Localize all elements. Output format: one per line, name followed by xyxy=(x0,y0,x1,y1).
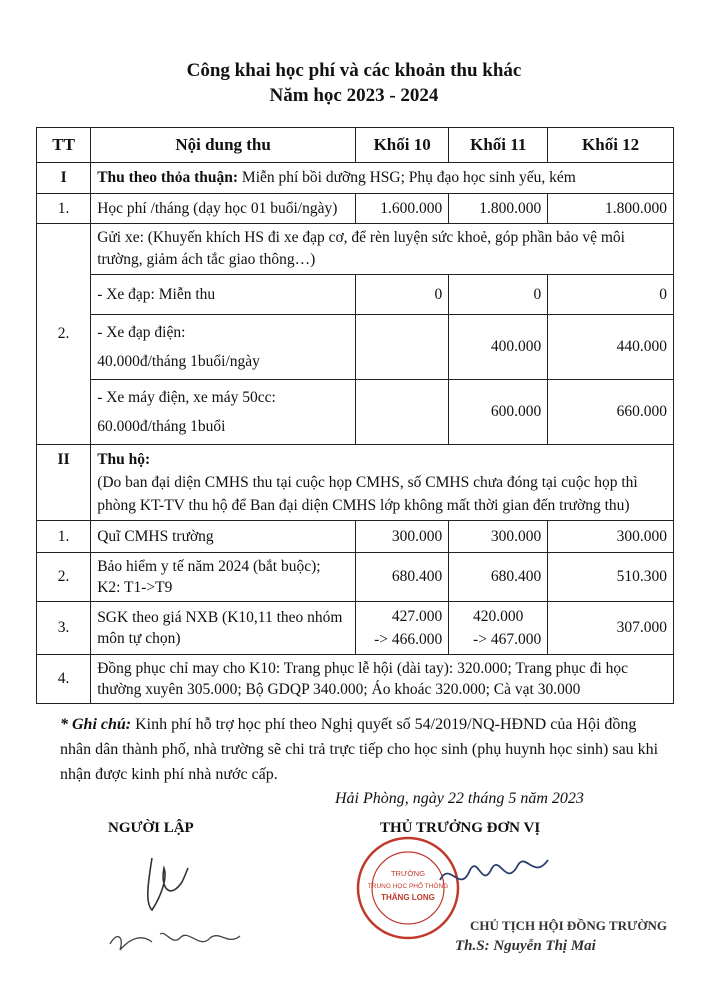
value-k10-old: 427.000 xyxy=(391,608,443,625)
fee-table xyxy=(36,127,674,704)
value-k12: 300.000 xyxy=(548,521,674,553)
table-row xyxy=(37,553,674,602)
row-number: 1. xyxy=(37,194,91,224)
section-label xyxy=(91,163,674,194)
value-k10 xyxy=(356,602,449,655)
table-row xyxy=(37,380,674,445)
value-k12: 510.300 xyxy=(548,553,674,602)
table-row xyxy=(37,224,674,275)
place-date: Hải Phòng, ngày 22 tháng 5 năm 2023 xyxy=(335,790,584,807)
value-k11 xyxy=(449,602,548,655)
row-label: - Xe đạp: Miễn thu xyxy=(91,275,356,315)
table-row xyxy=(37,655,674,704)
footnote-label: * Ghi chú: xyxy=(60,716,132,733)
section-row xyxy=(37,445,674,521)
table-row xyxy=(37,194,674,224)
section-label-bold: Thu theo thỏa thuận: xyxy=(97,169,239,186)
section-number: I xyxy=(37,163,91,194)
table-row xyxy=(37,521,674,553)
row-label: Quĩ CMHS trường xyxy=(91,521,356,553)
document-title: Công khai học phí và các khoản thu khác xyxy=(186,60,522,81)
signer-name: Th.S: Nguyễn Thị Mai xyxy=(455,938,596,954)
svg-text:TRƯỜNG: TRƯỜNG xyxy=(390,869,426,878)
value-k12: 660.000 xyxy=(548,380,674,445)
value-k10: 1.600.000 xyxy=(356,194,449,224)
preparer-signature xyxy=(90,838,290,978)
value-k12: 1.800.000 xyxy=(548,194,674,224)
table-row xyxy=(37,315,674,380)
row-number: 3. xyxy=(37,602,91,655)
section-number: II xyxy=(37,445,91,521)
section-label xyxy=(91,445,674,521)
col-header-k12: Khối 12 xyxy=(548,128,674,163)
row-label-line2: 40.000đ/tháng 1buổi/ngày xyxy=(97,353,260,370)
row-label: Gửi xe: (Khuyến khích HS đi xe đạp cơ, để rèn luyện sức khoẻ, góp phần bảo vệ môi trường, giảm ách tắc giao thông…) xyxy=(91,224,674,275)
row-number: 1. xyxy=(37,521,91,553)
value-k11: 0 xyxy=(449,275,548,315)
value-k11: 1.800.000 xyxy=(449,194,548,224)
value-k11: 680.400 xyxy=(449,553,548,602)
row-label: Học phí /tháng (dạy học 01 buổi/ngày) xyxy=(91,194,356,224)
value-k10: 0 xyxy=(356,275,449,315)
head-title: THỦ TRƯỞNG ĐƠN VỊ xyxy=(380,820,541,836)
section-row xyxy=(37,163,674,194)
signer-role: CHỦ TỊCH HỘI ĐỒNG TRƯỜNG xyxy=(470,918,667,933)
row-number: 2. xyxy=(37,224,91,445)
value-k11: 600.000 xyxy=(449,380,548,445)
value-k12: 440.000 xyxy=(548,315,674,380)
col-header-k10: Khối 10 xyxy=(356,128,449,163)
value-k10-new: -> 466.000 xyxy=(374,631,443,648)
head-signature xyxy=(430,840,570,910)
row-number: 2. xyxy=(37,553,91,602)
value-k12: 0 xyxy=(548,275,674,315)
value-k11: 400.000 xyxy=(449,315,548,380)
row-label xyxy=(91,553,356,602)
col-header-content: Nội dung thu xyxy=(91,128,356,163)
value-k11-new: -> 467.000 xyxy=(473,631,542,648)
row-label: SGK theo giá NXB (K10,11 theo nhóm môn tự chọn) xyxy=(91,602,356,655)
section-label-bold: Thu hộ: xyxy=(97,451,151,468)
row-label-line1: Bảo hiểm y tế năm 2024 (bắt buộc); xyxy=(97,558,321,575)
svg-text:TRUNG HỌC PHỔ THÔNG: TRUNG HỌC PHỔ THÔNG xyxy=(367,883,449,890)
value-k10 xyxy=(356,315,449,380)
row-label-line2: 60.000đ/tháng 1buổi xyxy=(97,418,226,435)
footnote-text: Kinh phí hỗ trợ học phí theo Nghị quyết số 54/2019/NQ-HĐND của Hội đồng nhân dân thành phố, nhà trường sẽ chi trả trực tiếp cho học sinh (phụ huynh học sinh) sau khi nhận được kinh phí nhà nước cấp. xyxy=(60,716,659,783)
value-k10: 300.000 xyxy=(356,521,449,553)
row-label-line1: - Xe máy điện, xe máy 50cc: xyxy=(97,389,276,406)
preparer-title: NGƯỜI LẬP xyxy=(108,820,194,836)
value-k12: 307.000 xyxy=(548,602,674,655)
footnote xyxy=(60,712,670,787)
col-header-k11: Khối 11 xyxy=(449,128,548,163)
table-row xyxy=(37,602,674,655)
row-number: 4. xyxy=(37,655,91,704)
value-k11: 300.000 xyxy=(449,521,548,553)
value-k10: 680.400 xyxy=(356,553,449,602)
svg-text:THĂNG LONG: THĂNG LONG xyxy=(381,893,435,902)
row-label-line1: - Xe đạp điện: xyxy=(97,324,186,341)
row-label xyxy=(91,315,356,380)
section-label-rest: Miễn phí bồi dưỡng HSG; Phụ đạo học sinh yếu, kém xyxy=(238,169,576,186)
row-label: Đồng phục chỉ may cho K10: Trang phục lễ hội (dài tay): 320.000; Trang phục đi học thường xuyên 305.000; Bộ GDQP 340.000; Áo khoác 320.000; Cà vạt 30.000 xyxy=(91,655,674,704)
table-header-row xyxy=(37,128,674,163)
value-k10 xyxy=(356,380,449,445)
col-header-tt: TT xyxy=(37,128,91,163)
row-label-line2: K2: T1->T9 xyxy=(97,579,173,596)
row-label xyxy=(91,380,356,445)
table-row xyxy=(37,275,674,315)
section-label-rest: (Do ban đại diện CMHS thu tại cuộc họp CMHS, số CMHS chưa đóng tại cuộc họp thì phòng KT-TV thu hộ để Ban đại diện CMHS lớp không mất thời gian đến trường thu) xyxy=(97,474,638,514)
school-year: Năm học 2023 - 2024 xyxy=(269,85,439,106)
value-k11-old: 420.000 xyxy=(473,608,524,625)
